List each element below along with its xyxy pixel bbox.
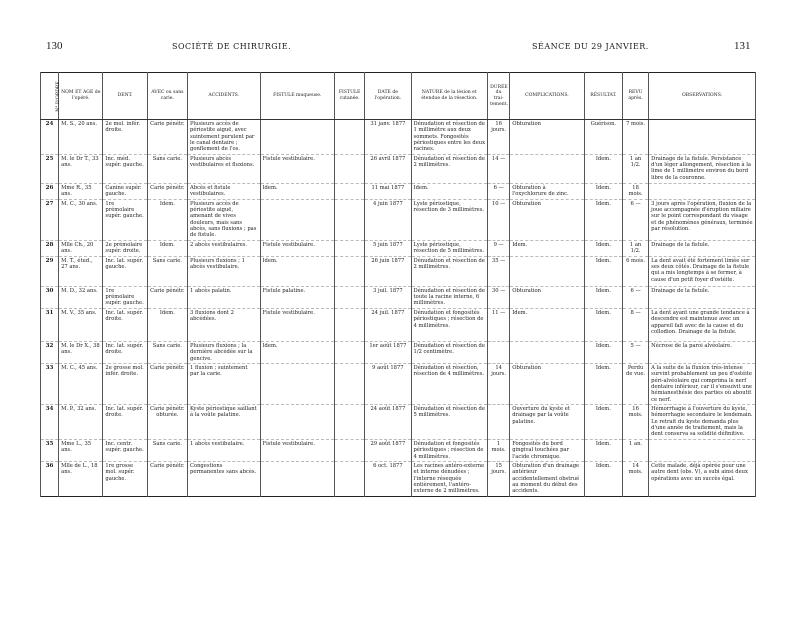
table-cell: Inc. lat. supér. gauche. (103, 256, 147, 286)
table-cell: 11 mai 1877 (365, 183, 411, 199)
table-cell: Fistule vestibulaire. (260, 240, 335, 256)
table-cell: Inc. lat. supér. droite. (103, 308, 147, 341)
table-cell (510, 256, 585, 286)
table-cell: 2e prémolaire supér. droite. (103, 240, 147, 256)
table-cell: Plusieurs abcès vestibulaires et fluxions. (188, 154, 261, 183)
table-cell: 1er août 1877 (365, 341, 411, 363)
table-row (41, 308, 756, 341)
table-cell: Mlle de L., 18 ans. (59, 461, 103, 496)
table-cell: 1 an. (622, 439, 648, 461)
table-cell: Carie pénétr. (147, 461, 187, 496)
table-cell: M. P., 32 ans. (59, 404, 103, 439)
table-cell: 3 jours après l'opération, fluxion de la joue accompagnée d'éruption miliaire sur le point correspondant du visage et de phénomènes généraux, terminée par résolution. (649, 199, 756, 240)
table-cell: Idem. (260, 256, 335, 286)
table-cell: Kyste périostique saillant à la voûte palatine. (188, 404, 261, 439)
column-header: COMPLICATIONS. (510, 73, 585, 120)
table-cell: Dénudation et fongosités périostiques ; résection de 4 millimètres. (411, 439, 488, 461)
table-cell: Canine supér. gauche. (103, 183, 147, 199)
table-row (41, 154, 756, 183)
table-cell: La dent avait été fortement limée sur ses deux côtés. Drainage de la fistule qui a mis longtemps à se fermer, à cause d'un petit foyer d'ostéite. (649, 256, 756, 286)
table-row (41, 461, 756, 496)
table-cell: 35 — (488, 256, 510, 286)
right-page-number: 131 (734, 40, 751, 52)
table-cell: 16 mois. (622, 404, 648, 439)
table-cell: 5 — (622, 341, 648, 363)
table-cell: 2 abcès vestibulaires. (188, 240, 261, 256)
table-cell: Idem. (584, 461, 622, 496)
table-cell: Dénudation et fongosités périostiques ; résection de 4 millimètres. (411, 308, 488, 341)
table-cell: 5 juin 1877 (365, 240, 411, 256)
table-cell: 1 an 1/2. (622, 154, 648, 183)
column-header: REVU après. (622, 73, 648, 120)
table-cell: A la suite de la fluxion très-intense survint probablement un peu d'ostéite péri-alvéolaire qui comprima le nerf dentaire inférieur, car il s'ensuivit une hémianesthésie des parties où aboutit ce nerf. (649, 363, 756, 404)
table-cell: Inc. centr. supér. gauche. (103, 439, 147, 461)
table-cell: Obturation (510, 363, 585, 404)
table-cell: 4 juin 1877 (365, 199, 411, 240)
table-cell: M. S., 20 ans. (59, 120, 103, 155)
table-cell: Obturation (510, 199, 585, 240)
table-row (41, 286, 756, 308)
table-cell (335, 199, 365, 240)
column-header: FISTULE muqueuse. (260, 73, 335, 120)
table-cell: 2e mol. infér. droite. (103, 120, 147, 155)
table-cell: Idem. (584, 341, 622, 363)
table-cell: 14 mois. (622, 461, 648, 496)
table-cell: Carie pénétr. (147, 363, 187, 404)
table-row (41, 439, 756, 461)
table-cell: Lyste périostique, résection de 3 millimètres. (411, 199, 488, 240)
column-header: DURÉE du trai- tement. (488, 73, 510, 120)
table-cell: Dénudation et résection de 1/2 centimètre. (411, 341, 488, 363)
table-cell: Guérison. (584, 120, 622, 155)
table-cell: M. C., 45 ans. (59, 363, 103, 404)
table-cell: 6 — (622, 286, 648, 308)
table-cell: Obturation (510, 120, 585, 155)
table-cell: 31 (41, 308, 59, 341)
table-cell: Carie pénétr. obturée. (147, 404, 187, 439)
table-cell: Idem. (510, 240, 585, 256)
table-cell: 29 août 1877 (365, 439, 411, 461)
table-cell: 14 — (488, 154, 510, 183)
table-cell: Fistule vestibulaire. (260, 154, 335, 183)
table-cell: 26 avril 1877 (365, 154, 411, 183)
table-row (41, 199, 756, 240)
table-cell: 9 — (488, 240, 510, 256)
table-cell: Lyste périostique, résection de 5 millimètres. (411, 240, 488, 256)
table-cell: 1 fluxion ; suintement par la carie. (188, 363, 261, 404)
table-cell: Drainage de la fistule. (649, 286, 756, 308)
table-cell: Fongosités du bord gingival touchées par l'acide chromique. (510, 439, 585, 461)
table-cell: Dénudation et résection, résection de 4 millimètres. (411, 363, 488, 404)
table-cell: 1 an 1/2. (622, 240, 648, 256)
table-cell: Sans carie. (147, 256, 187, 286)
column-header: OBSERVATIONS. (649, 73, 756, 120)
table-cell (488, 341, 510, 363)
table-cell: Obturation à l'oxychlorure de zinc. (510, 183, 585, 199)
table-cell: 15 jours. (488, 461, 510, 496)
table-cell: 11 — (488, 308, 510, 341)
table-cell: Idem. (510, 308, 585, 341)
column-header: N° D'ORDRE. (41, 73, 59, 120)
table-cell: Ouverture du kyste et drainage par la voûte palatine. (510, 404, 585, 439)
table-cell (335, 439, 365, 461)
table-cell (260, 461, 335, 496)
table-cell: Idem. (584, 256, 622, 286)
table-cell: 6 — (622, 199, 648, 240)
table-cell (335, 308, 365, 341)
table-cell: M. le Dr X., 38 ans. (59, 341, 103, 363)
table-cell (335, 240, 365, 256)
table-cell: Idem. (147, 240, 187, 256)
table-cell: Obturation d'un drainage antérieur accidentellement obstrué au moment du début des accidents. (510, 461, 585, 496)
column-header: ACCIDENTS. (188, 73, 261, 120)
table-cell (335, 461, 365, 496)
table-cell: 14 jours. (488, 363, 510, 404)
table-cell (260, 404, 335, 439)
table-row (41, 120, 756, 155)
column-header: FISTULE cutanée. (335, 73, 365, 120)
column-header: DATE de l'opération. (365, 73, 411, 120)
table-cell: Idem. (260, 341, 335, 363)
column-header: NOM ET AGE de l'opéré. (59, 73, 103, 120)
table-cell: Idem. (584, 240, 622, 256)
table-row (41, 404, 756, 439)
table-cell (335, 120, 365, 155)
table-cell: Hémorrhagie à l'ouverture du kyste, hémorrhagie secondaire le lendemain. Le retrait du kyste demanda plus d'une année de traitement, mais la dent conserva sa solidité définitive. (649, 404, 756, 439)
table-cell: Idem. (584, 183, 622, 199)
table-cell: Idem. (584, 154, 622, 183)
table-cell (649, 120, 756, 155)
table-cell: Idem. (411, 183, 488, 199)
table-cell: Idem. (584, 363, 622, 404)
table-cell: 34 (41, 404, 59, 439)
table-cell: La dent ayant une grande tendance à descendre est maintenue avec un appareil fait avec de la cause et du collodion. Drainage de la fistule. (649, 308, 756, 341)
table-cell (335, 154, 365, 183)
table-cell: 24 juil. 1877 (365, 308, 411, 341)
table-cell: Inc. méd. supér. gauche. (103, 154, 147, 183)
table-cell: 7 mois. (622, 120, 648, 155)
table-cell: Plusieurs fluxions ; 1 abcès vestibulaire. (188, 256, 261, 286)
table-cell (649, 183, 756, 199)
table-cell: M. V., 35 ans. (59, 308, 103, 341)
table-cell: Idem. (584, 439, 622, 461)
table-cell: Sans carie. (147, 439, 187, 461)
table-cell: 6 mois. (622, 256, 648, 286)
table-cell (260, 199, 335, 240)
table-cell: 24 (41, 120, 59, 155)
table-cell (335, 256, 365, 286)
table-cell: Fistule palatine. (260, 286, 335, 308)
table-cell: Idem. (584, 286, 622, 308)
table-cell (510, 154, 585, 183)
table-cell: Plusieurs accès de périostite aiguë, amenant de vives douleurs, mais sans abcès, sans fluxions ; pas de fistule. (188, 199, 261, 240)
table-cell: Plusieurs accès de périostite aiguë, avec suintement purulent par le canal dentaire ; gonflement de l'os. (188, 120, 261, 155)
table-cell: 9 août 1877 (365, 363, 411, 404)
table-cell: 18 mois. (622, 183, 648, 199)
table-cell: 27 (41, 199, 59, 240)
table-cell: Mlle Ch., 20 ans. (59, 240, 103, 256)
table-cell: Idem. (584, 199, 622, 240)
table-cell: Idem. (147, 308, 187, 341)
table-cell: 32 (41, 341, 59, 363)
table-cell: Plusieurs fluxions ; la dernière abcédée sur la gencive. (188, 341, 261, 363)
table-cell: M. C., 30 ans. (59, 199, 103, 240)
table-cell (510, 341, 585, 363)
table-cell: Idem. (260, 183, 335, 199)
table-cell: Drainage de la fistule. Persistance d'un léger allongement, résection à la lime de 1 millimètre environ du bord libre de la couronne. (649, 154, 756, 183)
table-cell: Inc. lat. supér. droite. (103, 341, 147, 363)
table-cell: Carie pénétr. (147, 183, 187, 199)
table-cell: Abcès et fistule vestibulaires. (188, 183, 261, 199)
table-cell: 10 — (488, 199, 510, 240)
table-cell: 1 mois. (488, 439, 510, 461)
table-cell (488, 404, 510, 439)
table-row (41, 363, 756, 404)
table-cell (260, 363, 335, 404)
table-cell: 33 (41, 363, 59, 404)
table-cell: 6 — (488, 183, 510, 199)
header-row (41, 73, 756, 120)
table-cell: 8 — (622, 308, 648, 341)
table-cell: Idem. (584, 404, 622, 439)
table-cell (335, 341, 365, 363)
table-row (41, 256, 756, 286)
table-cell: 1re prémolaire supér. gauche. (103, 199, 147, 240)
case-register-table (40, 72, 756, 497)
table-cell: Idem. (147, 199, 187, 240)
table-cell: Carie pénétr. (147, 286, 187, 308)
table-cell: Dénudation et résection de 2 millimètres. (411, 256, 488, 286)
table-cell: 2e grosse mol. infér. droite. (103, 363, 147, 404)
table-cell (335, 183, 365, 199)
table-cell: Cette malade, déjà opérée pour une autre dent (obs. V), a subi ainsi deux opérations avec un succès égal. (649, 461, 756, 496)
table-cell: M. T., étud., 27 ans. (59, 256, 103, 286)
table-cell: 29 (41, 256, 59, 286)
table-cell: Sans carie. (147, 341, 187, 363)
table-cell: Dénudation et résection de 1 millimètre aux deux sommets. Fongosités périostiques entre les deux racines. (411, 120, 488, 155)
table-cell: 1re grosse mol. supér. gauche. (103, 461, 147, 496)
table-cell: Drainage de la fistule. (649, 240, 756, 256)
table-cell: 26 (41, 183, 59, 199)
table-cell (335, 363, 365, 404)
table-cell: Perdu de vue. (622, 363, 648, 404)
left-page-number: 130 (46, 40, 63, 52)
table-cell: Sans carie. (147, 154, 187, 183)
table-cell: Dénudation et résection de 5 millimètres. (411, 404, 488, 439)
table-cell: 6 oct. 1877 (365, 461, 411, 496)
table-cell: Congestions permanentes sans abcès. (188, 461, 261, 496)
table-cell (260, 120, 335, 155)
table-cell: Idem. (584, 308, 622, 341)
table-cell: Mme L., 35 ans. (59, 439, 103, 461)
table-cell: Dénudation et résection de 2 millimètres. (411, 154, 488, 183)
table-cell: 35 (41, 439, 59, 461)
table-cell: Mme R., 35 ans. (59, 183, 103, 199)
table-cell (649, 439, 756, 461)
table-cell: 3 fluxions dont 2 abcédées. (188, 308, 261, 341)
table-cell: Carie pénétr. (147, 120, 187, 155)
column-header: RÉSULTAT. (584, 73, 622, 120)
table-row (41, 240, 756, 256)
table-cell: 3 juil. 1877 (365, 286, 411, 308)
column-header: AVEC ou sans carie. (147, 73, 187, 120)
table-cell: 30 (41, 286, 59, 308)
table-cell: M. le Dr T., 33 ans. (59, 154, 103, 183)
table-cell: 24 août 1877 (365, 404, 411, 439)
table-cell: Les racines antéro-externe et interne dénudées ; l'interne résequée entièrement, l'antéro-externe de 2 millimètres. (411, 461, 488, 496)
table-cell: Fistule vestibulaire. (260, 308, 335, 341)
table-cell: 30 — (488, 286, 510, 308)
table-cell: Inc. lat. supér. droite. (103, 404, 147, 439)
table-cell: 1 abcès palatin. (188, 286, 261, 308)
table-cell (335, 404, 365, 439)
table-cell: Nécrose de la paroi alvéolaire. (649, 341, 756, 363)
right-running-title: SÉANCE DU 29 JANVIER. (532, 42, 649, 51)
table-cell: Fistule vestibulaire. (260, 439, 335, 461)
left-running-title: SOCIÉTÉ DE CHIRURGIE. (172, 42, 292, 51)
table-cell: 25 (41, 154, 59, 183)
table-cell: 1re prémolaire supér. gauche. (103, 286, 147, 308)
table-cell: Dénudation et résection de toute la racine interne, 6 millimètres. (411, 286, 488, 308)
table-row (41, 183, 756, 199)
table-cell: 1 abcès vestibulaire. (188, 439, 261, 461)
column-header: NATURE de la lésion et étendue de la résection. (411, 73, 488, 120)
column-header: DENT. (103, 73, 147, 120)
table-cell (335, 286, 365, 308)
table-cell: 26 juin 1877 (365, 256, 411, 286)
table-row (41, 341, 756, 363)
table-cell: 28 (41, 240, 59, 256)
table-cell: M. D., 32 ans. (59, 286, 103, 308)
table-cell: 36 (41, 461, 59, 496)
table-cell: 31 janv. 1877 (365, 120, 411, 155)
table-cell: 16 jours. (488, 120, 510, 155)
table-cell: Obturation (510, 286, 585, 308)
